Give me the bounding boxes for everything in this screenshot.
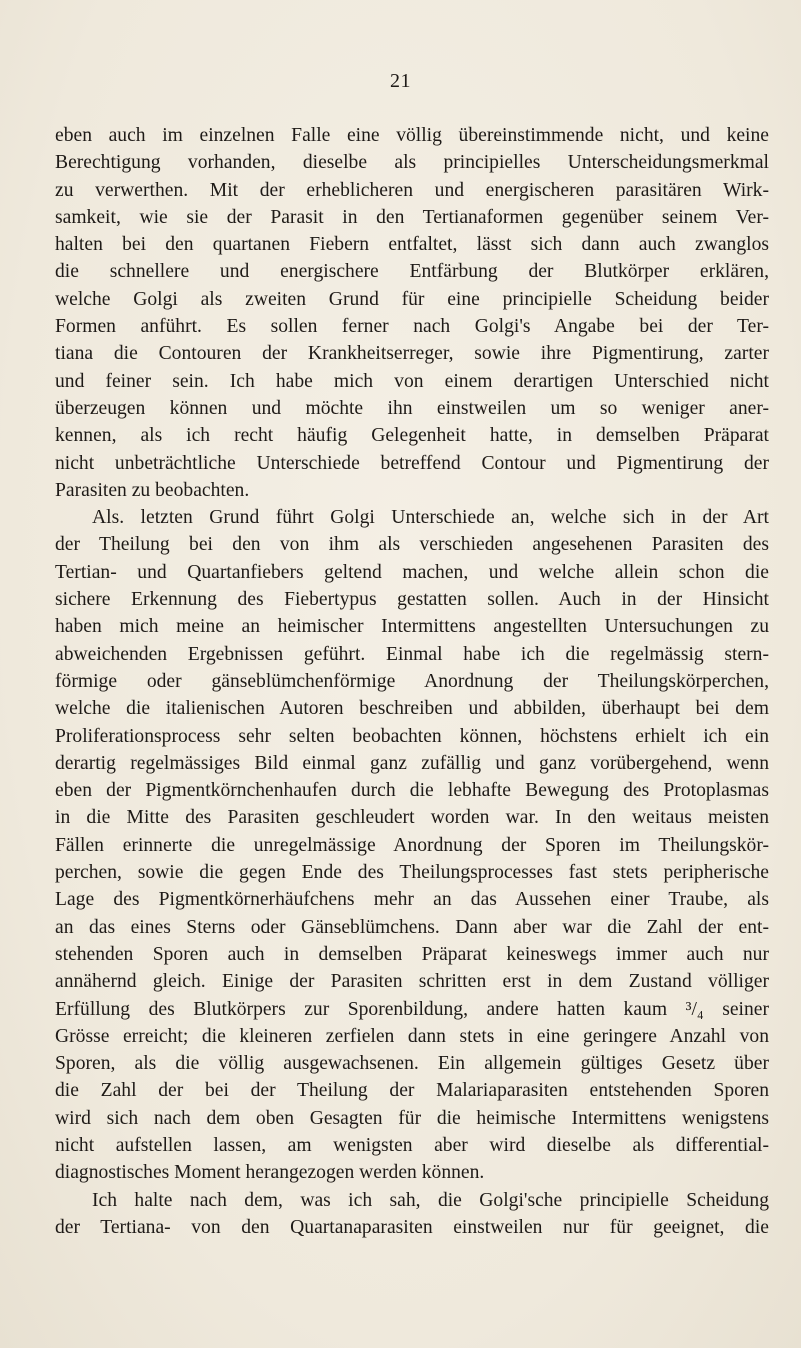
text-line: der Theilung bei den von ihm als verschieden angesehenen Parasiten des [55, 534, 769, 556]
page-number: 21 [390, 70, 411, 92]
text-line: Sporen, als die völlig ausgewachsenen. Ein allgemein gültiges Gesetz über [55, 1053, 769, 1075]
text-line: Berechtigung vorhanden, dieselbe als principielles Unterscheidungsmerkmal [55, 152, 769, 174]
text-line: samkeit, wie sie der Parasit in den Tertianaformen gegenüber seinem Ver- [55, 206, 769, 228]
text-line: sichere Erkennung des Fiebertypus gestatten sollen. Auch in der Hinsicht [55, 589, 769, 611]
text-line: Erfüllung des Blutkörpers zur Sporenbildung, andere hatten kaum ³/₄ seiner [55, 998, 769, 1020]
paragraph-start-line: Ich halte nach dem, was ich sah, die Golgi'sche principielle Scheidung [92, 1189, 769, 1211]
text-line: in die Mitte des Parasiten geschleudert worden war. In den weitaus meisten [55, 807, 769, 829]
text-line: der Tertiana- von den Quartanaparasiten einstweilen nur für geeignet, die [55, 1216, 769, 1238]
text-line: nicht aufstellen lassen, am wenigsten aber wird dieselbe als differential- [55, 1134, 769, 1156]
text-line: Proliferationsprocess sehr selten beobachten können, höchstens erhielt ich ein [55, 725, 769, 747]
text-line: perchen, sowie die gegen Ende des Theilungsprocesses fast stets peripherische [55, 862, 769, 884]
text-line: förmige oder gänseblümchenförmige Anordnung der Theilungskörperchen, [55, 670, 769, 692]
text-line: halten bei den quartanen Fiebern entfaltet, lässt sich dann auch zwanglos [55, 234, 769, 256]
text-line: Fällen erinnerte die unregelmässige Anordnung der Sporen im Theilungskör- [55, 834, 769, 856]
text-line: eben auch im einzelnen Falle eine völlig übereinstimmende nicht, und keine [55, 125, 769, 146]
text-line: überzeugen können und möchte ihn einstweilen um so weniger aner- [55, 397, 769, 419]
paragraph-start-line: Als. letzten Grund führt Golgi Unterschiede an, welche sich in der Art [92, 507, 769, 529]
text-line: wird sich nach dem oben Gesagten für die heimische Intermittens wenigstens [55, 1107, 769, 1129]
text-line: die schnellere und energischere Entfärbung der Blutkörper erklären, [55, 261, 769, 283]
text-line: stehenden Sporen auch in demselben Präparat keineswegs immer auch nur [55, 943, 769, 965]
text-line: derartig regelmässiges Bild einmal ganz zufällig und ganz vorübergehend, wenn [55, 752, 769, 774]
paragraph-end-line: diagnostisches Moment herangezogen werden können. [55, 1162, 485, 1184]
text-line: Lage des Pigmentkörnerhäufchens mehr an das Aussehen einer Traube, als [55, 889, 769, 911]
text-line: und feiner sein. Ich habe mich von einem derartigen Unterschied nicht [55, 370, 769, 392]
text-line: nicht unbeträchtliche Unterschiede betreffend Contour und Pigmentirung der [55, 452, 769, 474]
text-line: welche Golgi als zweiten Grund für eine principielle Scheidung beider [55, 288, 769, 310]
body-text [55, 122, 769, 1241]
text-line: annähernd gleich. Einige der Parasiten schritten erst in dem Zustand völliger [55, 971, 769, 993]
text-line: abweichenden Ergebnissen geführt. Einmal habe ich die regelmässig stern- [55, 643, 769, 665]
paragraph-end-line: Parasiten zu beobachten. [55, 479, 250, 501]
text-line: kennen, als ich recht häufig Gelegenheit hatte, in demselben Präparat [55, 425, 769, 447]
text-line: tiana die Contouren der Krankheitserreger, sowie ihre Pigmentirung, zarter [55, 343, 769, 365]
text-line: Tertian- und Quartanfiebers geltend machen, und welche allein schon die [55, 561, 769, 583]
text-line: zu verwerthen. Mit der erheblicheren und energischeren parasitären Wirk- [55, 179, 769, 201]
text-line: eben der Pigmentkörnchenhaufen durch die lebhafte Bewegung des Protoplasmas [55, 780, 769, 802]
text-line: die Zahl der bei der Theilung der Malariaparasiten entstehenden Sporen [55, 1080, 769, 1102]
text-line: welche die italienischen Autoren beschreiben und abbilden, überhaupt bei dem [55, 698, 769, 720]
text-line: Formen anführt. Es sollen ferner nach Golgi's Angabe bei der Ter- [55, 316, 769, 338]
text-line: Grösse erreicht; die kleineren zerfielen dann stets in eine geringere Anzahl von [55, 1025, 769, 1047]
text-line: an das eines Sterns oder Gänseblümchens. Dann aber war die Zahl der ent- [55, 916, 769, 938]
text-line: haben mich meine an heimischer Intermittens angestellten Untersuchungen zu [55, 616, 769, 638]
